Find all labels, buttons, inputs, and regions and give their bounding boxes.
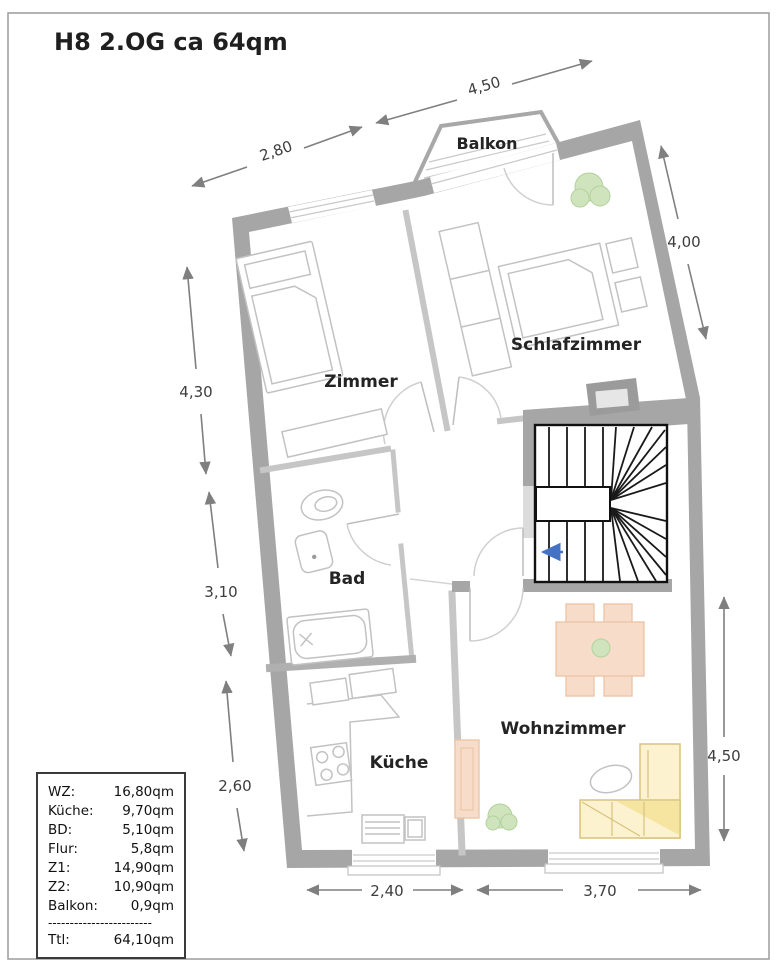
legend-value: 9,70qm: [122, 803, 174, 819]
legend-total-row: [48, 931, 174, 950]
window-wohnzimmer: [545, 846, 663, 873]
legend-value: 0,9qm: [130, 898, 174, 914]
legend-label: Küche:: [48, 803, 94, 819]
legend-row: [48, 802, 174, 821]
legend-value: 16,80qm: [113, 784, 174, 800]
page-title: H8 2.OG ca 64qm: [54, 28, 288, 56]
dim-right-upper: 4,00: [667, 233, 701, 251]
room-label-balkon: Balkon: [456, 134, 518, 153]
legend-total-label: Ttl:: [48, 932, 70, 948]
stair-landing: [536, 487, 610, 521]
area-legend-box: [36, 772, 186, 959]
kitchen-appliance: [362, 815, 425, 843]
dim-left-middle: 3,10: [204, 583, 238, 601]
table-plant: [592, 639, 610, 657]
legend-label: WZ:: [48, 784, 76, 800]
wall-schlafzimmer-stub: [500, 418, 527, 421]
legend-label: BD:: [48, 822, 73, 838]
stair-notch-inset: [595, 389, 628, 409]
dim-bottom-left: 2,40: [370, 882, 404, 900]
radiator: [455, 740, 479, 818]
legend-label: Flur:: [48, 841, 78, 857]
legend-separator: ------------------------: [48, 916, 152, 930]
staircase: [535, 425, 667, 582]
window-kueche: [348, 848, 440, 875]
dim-top-right: 4,50: [465, 72, 503, 100]
legend-row: [48, 897, 174, 916]
legend-label: Z1:: [48, 860, 71, 876]
room-label-kueche: Küche: [369, 753, 429, 773]
legend-value: 14,90qm: [113, 860, 174, 876]
legend-total-value: 64,10qm: [113, 932, 174, 948]
legend-label: Z2:: [48, 879, 71, 895]
legend-value: 5,10qm: [122, 822, 174, 838]
dim-left-lower: 2,60: [218, 777, 252, 795]
legend-row: [48, 840, 174, 859]
legend-value: 10,90qm: [113, 879, 174, 895]
legend-value: 5,8qm: [130, 841, 174, 857]
legend-row: [48, 783, 174, 802]
legend-row: [48, 878, 174, 897]
dim-right-lower: 4,50: [707, 747, 741, 765]
dim-top-left: 2,80: [257, 137, 295, 165]
room-label-zimmer: Zimmer: [324, 372, 398, 392]
dim-bottom-right: 3,70: [583, 882, 617, 900]
room-label-wohnzimmer: Wohnzimmer: [500, 719, 626, 739]
bathtub: [287, 609, 374, 665]
dim-left-upper: 4,30: [179, 383, 213, 401]
wohnzimmer-top-stub: [452, 581, 470, 592]
legend-row: [48, 859, 174, 878]
legend-row: [48, 821, 174, 840]
legend-label: Balkon:: [48, 898, 98, 914]
room-label-bad: Bad: [328, 569, 366, 589]
room-label-schlafzimmer: Schlafzimmer: [510, 335, 642, 355]
